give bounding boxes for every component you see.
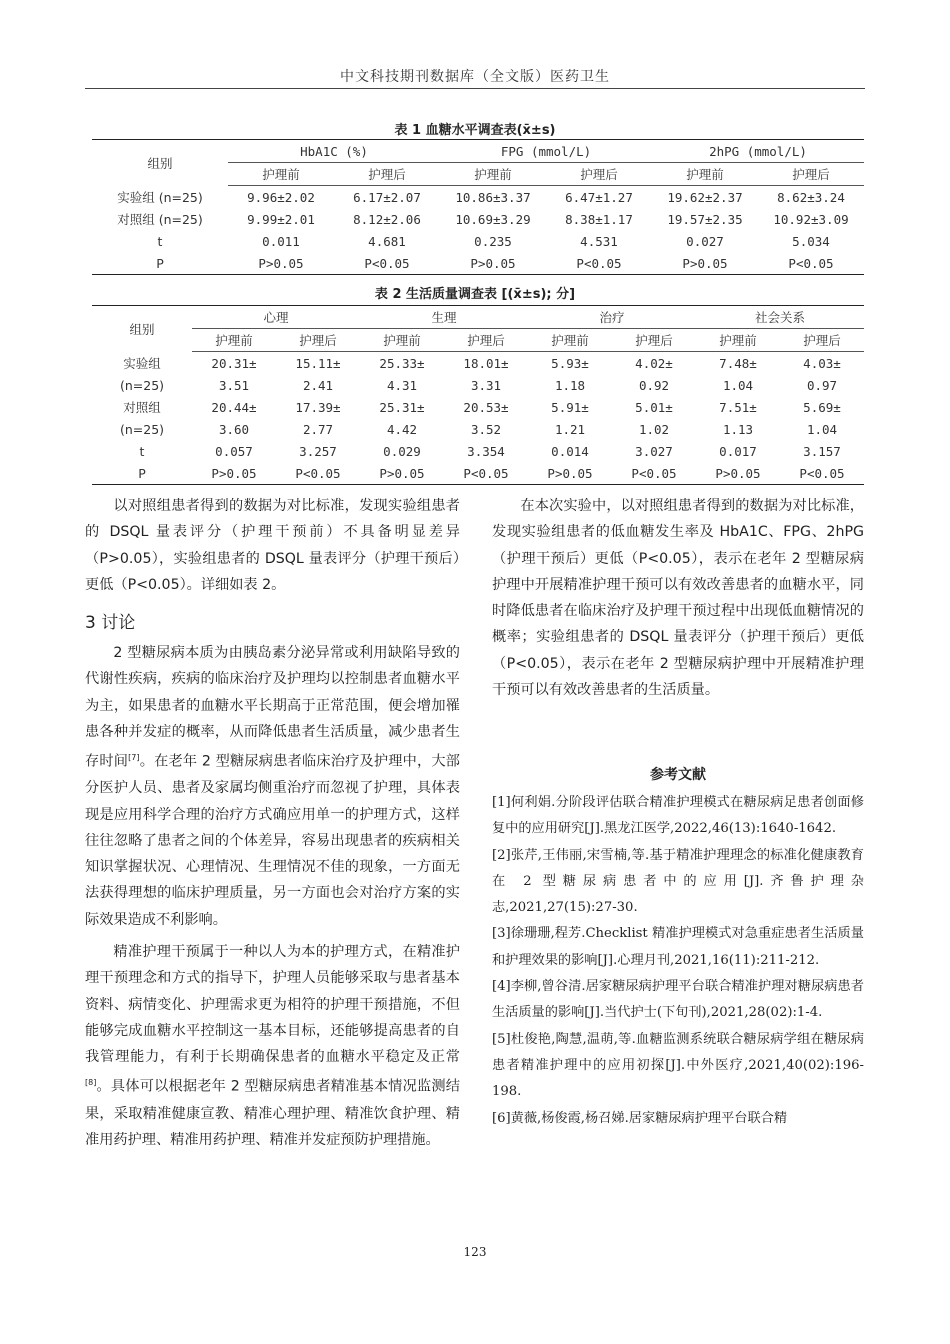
table-cell: 3.31 [470, 377, 502, 393]
citation-ref: [7] [128, 753, 140, 763]
row-label: 实验组 [123, 355, 161, 371]
table-cell: P<0.05 [444, 462, 528, 485]
table2-caption: 表 2 生活质量调查表 [(x̄±s); 分] [374, 287, 576, 302]
table2-sub: 护理前 [192, 329, 276, 352]
table-cell: 2.77 [302, 421, 334, 437]
table2-sub: 护理后 [780, 329, 864, 352]
table-cell: 3.52 [470, 421, 502, 437]
references-title: 参考文献 [650, 767, 706, 783]
table2-sub: 护理前 [528, 329, 612, 352]
table1 [92, 139, 864, 275]
table2-metric: 生理 [360, 306, 528, 329]
table-cell: P>0.05 [696, 462, 780, 485]
table-cell: 5.93± [551, 355, 589, 371]
table-cell: 10.69±3.29 [455, 211, 531, 227]
table-cell: P<0.05 [334, 252, 440, 275]
p-text: 。在老年 2 型糖尿病患者临床治疗及护理中，大部分医护人员、患者及家属均侧重治疗而忽视了护理，具体表现是应用科学合理的治疗方式确应用单一的护理方式，这样往往忽略了患者之间的个体差异，容易出现患者的疾病相关知识掌握状况、心理情况、生理情况不佳的现象，一方面无法获得理想的临床护理质量，另一方面也会对治疗方案的实际效果造成不利影响。 [85, 753, 460, 928]
table-cell: P<0.05 [546, 252, 652, 275]
table-cell: 5.01± [635, 399, 673, 415]
table-row [92, 186, 864, 209]
table-cell: P<0.05 [780, 462, 864, 485]
row-label: P [92, 252, 228, 275]
reference-item: [1]何利娟.分阶段评估联合精准护理模式在糖尿病足患者创面修复中的应用研究[J].黑龙江医学,2022,46(13):1640-1642. [492, 795, 864, 837]
left-col-body [85, 640, 460, 1153]
table-cell: 9.96±2.02 [247, 189, 315, 205]
table-cell: 0.235 [474, 233, 512, 249]
table1-sub: 护理后 [546, 163, 652, 186]
discussion-paragraph-2 [85, 939, 460, 1153]
table-cell: P<0.05 [612, 462, 696, 485]
table-cell: 20.31± [211, 355, 257, 371]
table-cell: 6.47±1.27 [565, 189, 633, 205]
table2-metric: 心理 [192, 306, 360, 329]
table-cell: 0.92 [638, 377, 670, 393]
table1-sub: 护理后 [334, 163, 440, 186]
table-cell: 7.48± [719, 355, 757, 371]
table1-header-row [92, 140, 864, 163]
table-cell: 3.354 [467, 443, 505, 459]
table2-sub: 护理后 [444, 329, 528, 352]
table-cell: 1.21 [554, 421, 586, 437]
table-cell: 10.86±3.37 [455, 189, 531, 205]
table-cell: 15.11± [295, 355, 341, 371]
table-cell: 25.33± [379, 355, 425, 371]
table-row [92, 352, 864, 375]
table-cell: 8.62±3.24 [777, 189, 845, 205]
p-text: 精准护理干预属于一种以人为本的护理方式，在精准护理干预理念和方式的指导下，护理人员能够采取与患者基本资料、病情变化、护理需求更为相符的护理干预措施，不但能够完成血糖水平控制这一基本目标，还能够提高患者的自我管理能力，有利于长期确保患者的血糖水平稳定及正常 [85, 944, 460, 1066]
table2-sub: 护理后 [276, 329, 360, 352]
table-cell: 5.69± [803, 399, 841, 415]
header-rule [85, 88, 865, 89]
table2-sub: 护理后 [612, 329, 696, 352]
table-cell: 2.41 [302, 377, 334, 393]
table-cell: 0.011 [262, 233, 300, 249]
table-cell: 20.44± [211, 399, 257, 415]
table1-sub: 护理前 [440, 163, 546, 186]
reference-item: [5]杜俊艳,陶慧,温萌,等.血糖监测系统联合糖尿病学组在糖尿病患者精准护理中的应用初探[J].中外医疗,2021,40(02):196-198. [492, 1031, 864, 1100]
table-cell: 5.034 [792, 233, 830, 249]
reference-item: [2]张芹,王伟丽,宋雪楠,等.基于精准护理理念的标准化健康教育在 2 型糖尿病患者中的应用[J].齐鲁护理杂志,2021,27(15):27-30. [492, 847, 864, 916]
citation-ref: [8] [85, 1078, 97, 1088]
table-cell: 9.99±2.01 [247, 211, 315, 227]
right-col-top [492, 493, 864, 703]
journal-header: 中文科技期刊数据库（全文版）医药卫生 [340, 69, 610, 85]
table-row [92, 230, 864, 252]
table2-sub: 护理前 [696, 329, 780, 352]
row-label: 实验组 (n=25) [117, 189, 203, 205]
table-cell: 1.02 [638, 421, 670, 437]
left-col-top [85, 493, 460, 598]
table2-subheader-row [92, 329, 864, 352]
table2-header-row [92, 306, 864, 329]
table-cell: 1.13 [722, 421, 754, 437]
table-cell: 0.014 [551, 443, 589, 459]
table-cell: 6.17±2.07 [353, 189, 421, 205]
table-row [92, 208, 864, 230]
table-cell: 4.31 [386, 377, 418, 393]
table1-caption: 表 1 血糖水平调查表(x̄±s) [394, 123, 556, 138]
results-paragraph: 以对照组患者得到的数据为对比标准，发现实验组患者的 DSQL 量表评分（护理干预前）不具备明显差异（P>0.05），实验组患者的 DSQL 量表评分（护理干预后）更低（P<0.05）。详细如表 2。 [85, 498, 460, 593]
table-cell: 5.91± [551, 399, 589, 415]
reference-item: [3]徐珊珊,程芳.Checklist 精准护理模式对急重症患者生活质量和护理效果的影响[J].心理月刊,2021,16(11):211-212. [492, 926, 864, 968]
row-label: t [157, 233, 163, 249]
table-cell: 18.01± [463, 355, 509, 371]
table-row [92, 418, 864, 440]
section-heading: 3 讨论 [85, 613, 136, 633]
table-cell: P<0.05 [758, 252, 864, 275]
table-cell: P>0.05 [528, 462, 612, 485]
table2-metric: 社会关系 [696, 306, 864, 329]
reference-item: [4]李柳,曾谷清.居家糖尿病护理平台联合精准护理对糖尿病患者生活质量的影响[J].当代护士(下旬刊),2021,28(02):1-4. [492, 979, 864, 1021]
table-row [92, 462, 864, 485]
table1-sub: 护理前 [652, 163, 758, 186]
table-cell: 25.31± [379, 399, 425, 415]
table2-sub: 护理前 [360, 329, 444, 352]
discussion-paragraph-1 [85, 640, 460, 933]
table-cell: 20.53± [463, 399, 509, 415]
row-label: (n=25) [119, 377, 165, 393]
table1-metric: HbA1C (%) [228, 140, 440, 163]
table-cell: 1.04 [806, 421, 838, 437]
page-number: 123 [463, 1245, 487, 1259]
table-cell: 0.029 [383, 443, 421, 459]
table-cell: 1.18 [554, 377, 586, 393]
table-cell: P>0.05 [440, 252, 546, 275]
table-cell: 3.157 [803, 443, 841, 459]
table-cell: 4.02± [635, 355, 673, 371]
table-cell: 7.51± [719, 399, 757, 415]
references-list [492, 790, 864, 1132]
table-row [92, 440, 864, 462]
table-cell: P<0.05 [276, 462, 360, 485]
table-cell: 1.04 [722, 377, 754, 393]
table-cell: 4.681 [368, 233, 406, 249]
table-cell: P>0.05 [228, 252, 334, 275]
row-label: (n=25) [119, 421, 165, 437]
conclusion-paragraph: 在本次实验中，以对照组患者得到的数据为对比标准，发现实验组患者的低血糖发生率及 HbA1C、FPG、2hPG（护理干预后）更低（P<0.05），表示在老年 2 型糖尿病护理中开展精准护理干预可以有效改善患者的血糖水平，同时降低患者在临床治疗及护理干预过程中出现低血糖情况的概率；实验组患者的 DSQL 量表评分（护理干预后）更低（P<0.05），表示在老年 2 型糖尿病护理中开展精准护理干预可以有效改善患者的生活质量。 [492, 498, 864, 699]
table-cell: 0.027 [686, 233, 724, 249]
table1-metric: 2hPG (mmol/L) [652, 140, 864, 163]
table-cell: 3.51 [218, 377, 250, 393]
row-label: 对照组 [123, 400, 161, 415]
table-cell: P>0.05 [360, 462, 444, 485]
table-cell: 3.257 [299, 443, 337, 459]
table2-group-label: 组别 [92, 306, 192, 352]
table2 [92, 305, 864, 485]
table-cell: 0.017 [719, 443, 757, 459]
table-cell: 19.62±2.37 [667, 189, 743, 205]
table-cell: 17.39± [295, 399, 341, 415]
row-label: t [139, 443, 145, 459]
table-cell: 4.03± [803, 355, 841, 371]
table-cell: 0.057 [215, 443, 253, 459]
table-row [92, 396, 864, 418]
table-cell: 4.531 [580, 233, 618, 249]
table-cell: 19.57±2.35 [667, 211, 743, 227]
p-text: 2 型糖尿病本质为由胰岛素分泌异常或利用缺陷导致的代谢性疾病，疾病的临床治疗及护理均以控制患者血糖水平为主，如果患者的血糖水平长期高于正常范围，便会增加罹患各种并发症的概率，从而降低患者生活质量，减少患者生存时间 [85, 645, 460, 770]
table-cell: 3.60 [218, 421, 250, 437]
table1-metric: FPG (mmol/L) [440, 140, 652, 163]
table-cell: 0.97 [806, 377, 838, 393]
table-cell: 3.027 [635, 443, 673, 459]
table-cell: 4.42 [386, 421, 418, 437]
table1-sub: 护理前 [228, 163, 334, 186]
table1-sub: 护理后 [758, 163, 864, 186]
reference-item: [6]黄薇,杨俊霞,杨召娣.居家糖尿病护理平台联合精 [492, 1110, 788, 1126]
table2-metric: 治疗 [528, 306, 696, 329]
table-cell: 8.38±1.17 [565, 211, 633, 227]
row-label: P [92, 462, 192, 485]
table-row [92, 374, 864, 396]
table-cell: P>0.05 [652, 252, 758, 275]
table-cell: 8.12±2.06 [353, 211, 421, 227]
p-text: 。具体可以根据老年 2 型糖尿病患者精准基本情况监测结果，采取精准健康宣教、精准心理护理、精准饮食护理、精准用药护理、精准用药护理、精准并发症预防护理措施。 [85, 1079, 460, 1148]
table-row [92, 252, 864, 275]
table1-group-label: 组别 [92, 140, 228, 186]
table-cell: P>0.05 [192, 462, 276, 485]
table-cell: 10.92±3.09 [773, 211, 849, 227]
row-label: 对照组 (n=25) [117, 212, 203, 227]
